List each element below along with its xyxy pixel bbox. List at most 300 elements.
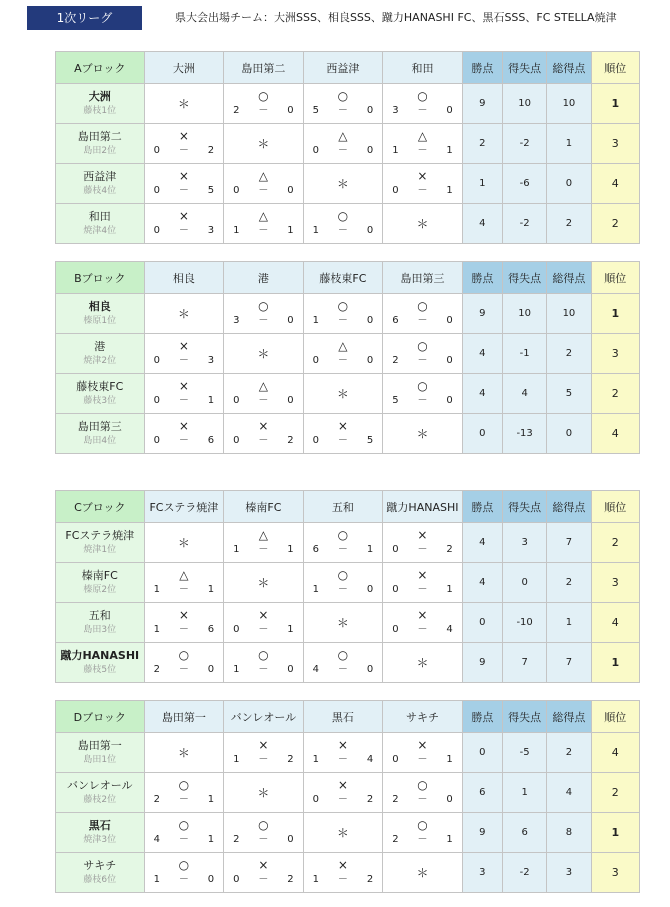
score-dash: －: [417, 315, 428, 326]
score-dash: －: [258, 754, 269, 765]
score-for: 0: [153, 185, 160, 196]
block-name: Dブロック: [56, 701, 145, 733]
match-score: [383, 394, 462, 408]
score-against: 5: [366, 435, 374, 446]
match-result-cell: [144, 374, 224, 414]
block-table: [55, 261, 640, 454]
score-against: 4: [446, 624, 453, 635]
league-tab[interactable]: 1次リーグ: [27, 6, 142, 30]
match-result-cell: [383, 523, 463, 563]
column-header-rank: 順位: [591, 491, 639, 523]
column-header-goals-scored: 総得点: [547, 262, 591, 294]
score-dash: －: [417, 584, 428, 595]
column-header-goal-diff: 得失点: [502, 52, 546, 84]
team-rank: 3: [591, 853, 639, 893]
team-points: 3: [462, 853, 502, 893]
score-against: 1: [366, 544, 374, 555]
team-goals-scored: 0: [547, 414, 591, 454]
score-for: 3: [392, 105, 399, 116]
score-dash: －: [337, 664, 348, 675]
result-mark: △: [338, 129, 348, 143]
team-name: 相良: [88, 300, 111, 313]
score-against: 1: [446, 145, 453, 156]
column-header-rank: 順位: [591, 52, 639, 84]
match-result-cell: [383, 374, 463, 414]
match-score: [383, 354, 462, 368]
result-mark: ○: [337, 299, 349, 313]
result-mark: ○: [178, 818, 190, 832]
result-mark: ○: [337, 648, 349, 662]
team-name-cell: [56, 294, 145, 334]
score-against: 1: [207, 395, 215, 406]
match-score: [304, 224, 383, 238]
match-score: [383, 144, 462, 158]
team-rank: 2: [591, 523, 639, 563]
team-points: 4: [462, 374, 502, 414]
score-against: 1: [207, 584, 215, 595]
match-result-cell: [303, 204, 383, 244]
match-score: [224, 394, 303, 408]
block-name: Aブロック: [56, 52, 145, 84]
team-name: 港: [94, 340, 106, 353]
team-row: [56, 853, 640, 893]
match-result-cell: [303, 563, 383, 603]
score-against: 0: [207, 874, 215, 885]
team-row: [56, 563, 640, 603]
team-name-cell: [56, 643, 145, 683]
team-name: 島田第一: [77, 739, 122, 752]
team-row: [56, 603, 640, 643]
score-for: 0: [312, 145, 320, 156]
score-for: 0: [233, 185, 240, 196]
match-score: [304, 793, 383, 807]
score-against: 0: [366, 664, 374, 675]
column-team-name: 西益津: [303, 52, 383, 84]
score-dash: －: [178, 794, 189, 805]
match-score: [145, 354, 224, 368]
match-score: [304, 663, 383, 677]
match-score: [383, 104, 462, 118]
score-dash: －: [417, 794, 428, 805]
score-dash: －: [337, 874, 348, 885]
team-goal-diff: -13: [502, 414, 546, 454]
match-result-cell: [383, 733, 463, 773]
score-against: 1: [446, 185, 453, 196]
score-dash: －: [337, 145, 348, 156]
team-name-cell: [56, 204, 145, 244]
column-header-goal-diff: 得失点: [502, 262, 546, 294]
score-against: 2: [366, 794, 374, 805]
match-score: [304, 753, 383, 767]
team-rank: 2: [591, 773, 639, 813]
score-dash: －: [417, 834, 428, 845]
column-header-points: 勝点: [462, 701, 502, 733]
score-dash: －: [337, 355, 348, 366]
result-mark: ×: [178, 129, 189, 143]
match-score: [224, 434, 303, 448]
result-mark: ○: [337, 568, 349, 582]
score-dash: －: [417, 395, 428, 406]
team-row: [56, 733, 640, 773]
team-name-cell: [56, 813, 145, 853]
result-mark: ×: [258, 858, 269, 872]
result-mark: ×: [178, 209, 189, 223]
team-points: 0: [462, 414, 502, 454]
team-points: 9: [462, 294, 502, 334]
match-result-cell: [144, 643, 224, 683]
match-score: [304, 354, 383, 368]
score-dash: －: [337, 225, 348, 236]
team-row: [56, 643, 640, 683]
team-qualification: 焼津3位: [83, 835, 117, 845]
team-goals-scored: 2: [547, 733, 591, 773]
match-result-cell: [303, 294, 383, 334]
column-header-points: 勝点: [462, 262, 502, 294]
score-against: 0: [446, 794, 453, 805]
team-points: 2: [462, 124, 502, 164]
column-team-name: 蹴力HANASHI: [383, 491, 463, 523]
result-mark: △: [258, 209, 268, 223]
match-score: [224, 753, 303, 767]
team-name-cell: [56, 164, 145, 204]
column-team-name: 榛南FC: [224, 491, 304, 523]
column-team-name: 和田: [383, 52, 463, 84]
match-result-cell: [224, 853, 304, 893]
team-qualification: 藤枝6位: [83, 875, 117, 885]
team-rank: 4: [591, 733, 639, 773]
score-for: 0: [392, 584, 399, 595]
result-mark: ×: [178, 608, 189, 622]
score-against: 1: [446, 834, 453, 845]
team-points: 9: [462, 643, 502, 683]
match-result-cell: [224, 374, 304, 414]
self-match-cell: ＊: [383, 414, 463, 454]
column-team-name: 大洲: [144, 52, 224, 84]
result-mark: ×: [337, 419, 348, 433]
result-mark: ×: [178, 419, 189, 433]
column-team-name: 相良: [144, 262, 224, 294]
match-result-cell: [383, 563, 463, 603]
block-header-row: [56, 52, 640, 84]
team-name: 五和: [88, 609, 111, 622]
result-mark: △: [258, 379, 268, 393]
self-match-cell: ＊: [303, 603, 383, 643]
score-for: 1: [233, 664, 240, 675]
score-dash: －: [178, 395, 189, 406]
team-name: サキチ: [83, 859, 117, 872]
match-result-cell: [224, 164, 304, 204]
team-goals-scored: 10: [547, 294, 591, 334]
team-points: 4: [462, 204, 502, 244]
match-result-cell: [303, 853, 383, 893]
result-mark: ×: [417, 608, 428, 622]
score-against: 0: [446, 355, 453, 366]
team-qualification: 藤枝2位: [83, 795, 117, 805]
score-against: 0: [366, 315, 374, 326]
score-for: 0: [233, 435, 240, 446]
team-rank: 2: [591, 204, 639, 244]
score-against: 0: [287, 105, 294, 116]
score-against: 1: [207, 834, 215, 845]
block-table: [55, 51, 640, 244]
match-score: [383, 753, 462, 767]
score-dash: －: [417, 185, 428, 196]
score-for: 0: [392, 185, 399, 196]
score-for: 0: [312, 794, 320, 805]
team-rank: 4: [591, 414, 639, 454]
self-match-cell: ＊: [303, 164, 383, 204]
column-team-name: 黒石: [303, 701, 383, 733]
result-mark: ×: [258, 738, 269, 752]
score-against: 2: [207, 145, 215, 156]
team-qualification: 藤枝5位: [83, 665, 117, 675]
match-score: [304, 434, 383, 448]
result-mark: ×: [258, 608, 269, 622]
score-against: 5: [207, 185, 215, 196]
match-score: [383, 583, 462, 597]
result-mark: △: [258, 169, 268, 183]
match-result-cell: [303, 334, 383, 374]
result-mark: ×: [178, 379, 189, 393]
match-result-cell: [144, 603, 224, 643]
team-qualification: 焼津2位: [83, 356, 117, 366]
score-against: 6: [207, 624, 215, 635]
team-points: 9: [462, 84, 502, 124]
match-result-cell: [224, 813, 304, 853]
score-dash: －: [258, 544, 269, 555]
score-dash: －: [337, 584, 348, 595]
score-for: 1: [312, 315, 320, 326]
team-row: [56, 813, 640, 853]
score-for: 1: [153, 624, 160, 635]
score-for: 4: [312, 664, 320, 675]
match-result-cell: [303, 523, 383, 563]
score-dash: －: [337, 754, 348, 765]
score-for: 4: [153, 834, 160, 845]
match-score: [145, 144, 224, 158]
match-result-cell: [303, 414, 383, 454]
score-dash: －: [178, 874, 189, 885]
match-score: [304, 543, 383, 557]
score-against: 4: [366, 754, 374, 765]
team-goals-scored: 10: [547, 84, 591, 124]
block-table: [55, 700, 640, 893]
team-row: [56, 523, 640, 563]
score-dash: －: [178, 584, 189, 595]
result-mark: ○: [258, 299, 269, 313]
score-against: 2: [446, 544, 453, 555]
match-score: [224, 314, 303, 328]
team-goals-scored: 1: [547, 124, 591, 164]
score-for: 2: [392, 834, 399, 845]
team-name: 大洲: [88, 90, 111, 103]
team-qualification: 榛原2位: [83, 585, 117, 595]
team-row: [56, 773, 640, 813]
team-goals-scored: 2: [547, 334, 591, 374]
score-for: 5: [312, 105, 320, 116]
score-against: 2: [366, 874, 374, 885]
team-row: [56, 124, 640, 164]
team-name: 藤枝東FC: [76, 380, 124, 393]
self-match-cell: ＊: [224, 563, 304, 603]
match-score: [304, 314, 383, 328]
score-against: 1: [287, 544, 294, 555]
score-dash: －: [258, 315, 269, 326]
match-result-cell: [303, 733, 383, 773]
match-result-cell: [383, 84, 463, 124]
result-mark: ○: [417, 339, 428, 353]
score-dash: －: [337, 544, 348, 555]
score-against: 0: [287, 315, 294, 326]
result-mark: ×: [337, 738, 348, 752]
team-name: 島田第三: [77, 420, 122, 433]
team-name-cell: [56, 374, 145, 414]
result-mark: ○: [337, 89, 349, 103]
team-name: 島田第二: [77, 130, 122, 143]
result-mark: △: [338, 339, 348, 353]
result-mark: ○: [417, 778, 428, 792]
block-header-row: [56, 262, 640, 294]
result-mark: ×: [178, 339, 189, 353]
match-score: [145, 623, 224, 637]
team-qualification: 藤枝3位: [83, 396, 117, 406]
score-dash: －: [178, 664, 189, 675]
score-for: 3: [233, 315, 240, 326]
match-score: [145, 793, 224, 807]
result-mark: ×: [337, 858, 348, 872]
score-dash: －: [178, 435, 189, 446]
match-result-cell: [224, 523, 304, 563]
result-mark: ○: [258, 89, 269, 103]
score-dash: －: [178, 834, 189, 845]
match-result-cell: [224, 643, 304, 683]
score-for: 1: [392, 145, 399, 156]
team-row: [56, 164, 640, 204]
column-team-name: 島田第一: [144, 701, 224, 733]
team-goal-diff: 10: [502, 84, 546, 124]
match-result-cell: [383, 164, 463, 204]
team-row: [56, 414, 640, 454]
score-for: 1: [312, 225, 320, 236]
column-team-name: サキチ: [383, 701, 463, 733]
team-goals-scored: 2: [547, 204, 591, 244]
team-name: バンレオール: [67, 779, 133, 792]
match-result-cell: [303, 84, 383, 124]
column-header-goals-scored: 総得点: [547, 491, 591, 523]
match-result-cell: [383, 813, 463, 853]
score-for: 6: [312, 544, 320, 555]
team-goals-scored: 5: [547, 374, 591, 414]
team-qualification: 島田3位: [83, 625, 117, 635]
team-row: [56, 204, 640, 244]
column-header-goal-diff: 得失点: [502, 701, 546, 733]
column-header-goals-scored: 総得点: [547, 52, 591, 84]
match-result-cell: [144, 563, 224, 603]
score-against: 0: [446, 105, 453, 116]
team-goal-diff: 10: [502, 294, 546, 334]
score-dash: －: [258, 225, 269, 236]
score-against: 0: [366, 584, 374, 595]
score-against: 1: [207, 794, 215, 805]
score-dash: －: [417, 754, 428, 765]
self-match-cell: ＊: [144, 733, 224, 773]
score-against: 1: [446, 754, 453, 765]
score-against: 1: [287, 225, 294, 236]
self-match-cell: ＊: [303, 813, 383, 853]
result-mark: ×: [417, 738, 428, 752]
score-against: 0: [287, 185, 294, 196]
score-dash: －: [258, 435, 269, 446]
score-for: 0: [153, 145, 160, 156]
score-against: 2: [287, 754, 294, 765]
score-dash: －: [258, 395, 269, 406]
match-result-cell: [383, 603, 463, 643]
page-header: [27, 6, 647, 30]
self-match-cell: ＊: [144, 294, 224, 334]
team-qualification: 島田2位: [83, 146, 117, 156]
score-for: 2: [392, 355, 399, 366]
team-goal-diff: 3: [502, 523, 546, 563]
score-for: 0: [153, 225, 160, 236]
column-team-name: 島田第二: [224, 52, 304, 84]
score-against: 2: [287, 435, 294, 446]
team-goal-diff: 7: [502, 643, 546, 683]
match-score: [383, 314, 462, 328]
team-goal-diff: -2: [502, 204, 546, 244]
match-score: [145, 663, 224, 677]
team-goal-diff: -10: [502, 603, 546, 643]
score-against: 0: [366, 145, 374, 156]
match-result-cell: [144, 414, 224, 454]
match-score: [304, 873, 383, 887]
score-for: 0: [153, 355, 160, 366]
score-against: 0: [446, 315, 453, 326]
score-against: 3: [207, 355, 215, 366]
score-for: 1: [153, 584, 160, 595]
block-name: Cブロック: [56, 491, 145, 523]
result-mark: ○: [258, 648, 269, 662]
match-score: [224, 104, 303, 118]
score-dash: －: [417, 105, 428, 116]
team-points: 1: [462, 164, 502, 204]
match-score: [145, 833, 224, 847]
team-points: 0: [462, 603, 502, 643]
match-score: [224, 224, 303, 238]
team-goal-diff: 0: [502, 563, 546, 603]
score-against: 0: [287, 834, 294, 845]
team-rank: 3: [591, 563, 639, 603]
result-mark: ○: [178, 778, 190, 792]
score-for: 0: [153, 395, 160, 406]
result-mark: ○: [417, 89, 428, 103]
team-name-cell: [56, 124, 145, 164]
team-name-cell: [56, 853, 145, 893]
team-row: [56, 294, 640, 334]
score-for: 0: [312, 435, 320, 446]
column-team-name: 港: [224, 262, 304, 294]
result-mark: ○: [417, 299, 428, 313]
team-qualification: 焼津4位: [83, 226, 117, 236]
self-match-cell: ＊: [224, 773, 304, 813]
score-for: 1: [312, 874, 320, 885]
team-qualification: 焼津1位: [83, 545, 117, 555]
score-for: 1: [233, 754, 240, 765]
block-table: [55, 490, 640, 683]
score-against: 3: [207, 225, 215, 236]
match-result-cell: [383, 773, 463, 813]
score-for: 2: [153, 664, 160, 675]
self-match-cell: ＊: [224, 124, 304, 164]
